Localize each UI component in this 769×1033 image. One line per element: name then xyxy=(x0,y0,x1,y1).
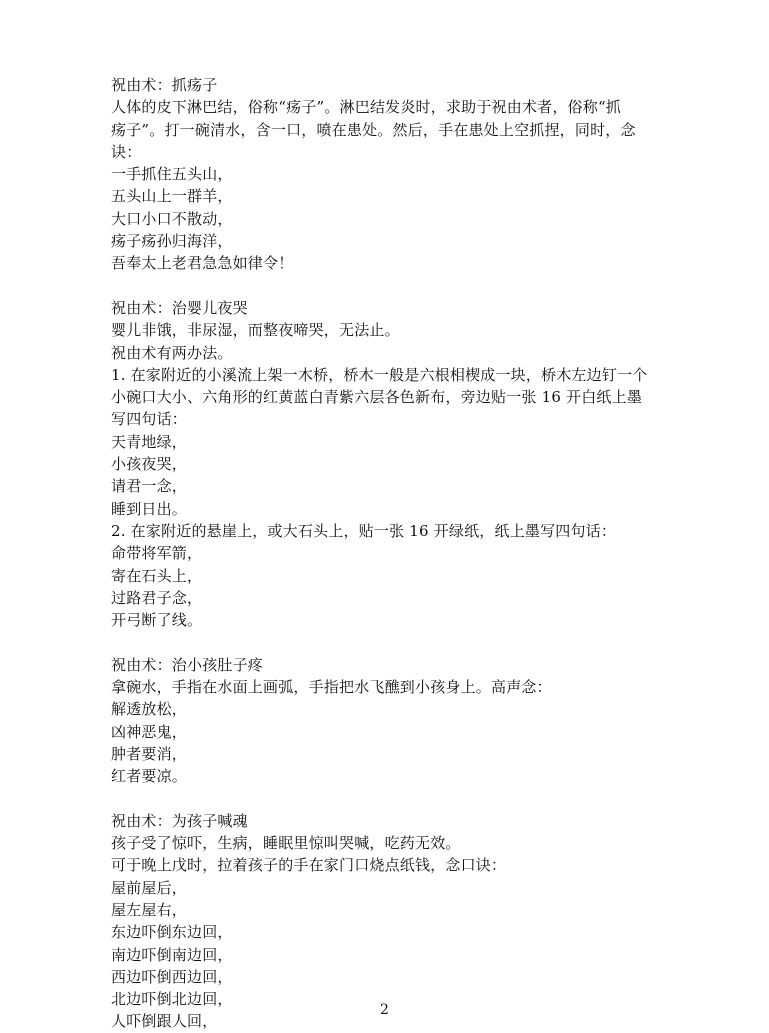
paragraph-line: 人体的皮下淋巴结，俗称“疡子”。淋巴结发炎时，求助于祝由术者，俗称“抓 xyxy=(111,98,622,117)
incantation-line: 请君一念， xyxy=(111,477,188,496)
incantation-line: 疡子疡孙归海洋， xyxy=(111,232,233,251)
incantation-line: 人吓倒跟人回， xyxy=(111,1012,218,1031)
incantation-line: 吾奉太上老君急急如律令！ xyxy=(111,254,294,273)
paragraph-line: 1. 在家附近的小溪流上架一木桥，桥木一般是六根相楔成一块，桥木左边钉一个 xyxy=(111,365,648,384)
section-calling-soul xyxy=(111,810,671,1033)
paragraph-line: 小碗口大小、六角形的红黄蓝白青紫六层各色新布，旁边贴一张 16 开白纸上墨 xyxy=(111,388,643,407)
paragraph-line: 写四句话： xyxy=(111,410,188,429)
incantation-line: 五头山上一群羊， xyxy=(111,187,233,206)
incantation-line: 天青地绿， xyxy=(111,432,188,451)
page-number: 2 xyxy=(380,1002,389,1018)
incantation-line: 屋左屋右， xyxy=(111,900,188,919)
section-heading: 祝由术：为孩子喊魂 xyxy=(111,811,248,830)
incantation-line: 睡到日出。 xyxy=(111,499,188,518)
incantation-line: 一手抓住五头山， xyxy=(111,165,233,184)
paragraph-line: 可于晚上戊时，拉着孩子的手在家门口烧点纸钱，念口诀： xyxy=(111,856,507,875)
incantation-line: 凶神恶鬼， xyxy=(111,722,188,741)
document-body xyxy=(111,74,671,1033)
section-heading: 祝由术：治小孩肚子疼 xyxy=(111,655,264,674)
incantation-line: 东边吓倒东边回， xyxy=(111,923,233,942)
section-heading: 祝由术：治婴儿夜哭 xyxy=(111,298,248,317)
incantation-line: 命带将军箭， xyxy=(111,544,203,563)
paragraph-line: 疡子”。打一碗清水，含一口，喷在患处。然后，手在患处上空抓捏，同时，念 xyxy=(111,120,636,139)
incantation-line: 北边吓倒北边回， xyxy=(111,990,233,1009)
paragraph-line: 祝由术有两办法。 xyxy=(111,343,233,362)
incantation-line: 南边吓倒南边回， xyxy=(111,945,233,964)
section-zhuashangzi xyxy=(111,74,671,275)
incantation-line: 红者要凉。 xyxy=(111,767,188,786)
section-infant-night-crying xyxy=(111,297,671,631)
section-heading: 祝由术：抓疡子 xyxy=(111,76,218,94)
incantation-line: 肿者要消， xyxy=(111,744,188,763)
paragraph-line: 婴儿非饿，非尿湿，而整夜啼哭，无法止。 xyxy=(111,321,400,340)
incantation-line: 过路君子念， xyxy=(111,588,203,607)
incantation-line: 解透放松， xyxy=(111,700,188,719)
incantation-line: 西边吓倒西边回， xyxy=(111,967,233,986)
paragraph-line: 2. 在家附近的悬崖上，或大石头上，贴一张 16 开绿纸，纸上墨写四句话： xyxy=(111,521,617,540)
section-child-stomachache xyxy=(111,654,671,788)
paragraph-line: 拿碗水，手指在水面上画弧，手指把水飞醮到小孩身上。高声念： xyxy=(111,678,552,697)
paragraph-line: 孩子受了惊吓，生病，睡眠里惊叫哭喊，吃药无效。 xyxy=(111,834,461,853)
incantation-line: 屋前屋后， xyxy=(111,878,188,897)
incantation-line: 小孩夜哭， xyxy=(111,455,188,474)
incantation-line: 开弓断了线。 xyxy=(111,611,203,630)
paragraph-line: 诀： xyxy=(111,142,142,161)
incantation-line: 寄在石头上， xyxy=(111,566,203,585)
incantation-line: 大口小口不散动， xyxy=(111,209,233,228)
